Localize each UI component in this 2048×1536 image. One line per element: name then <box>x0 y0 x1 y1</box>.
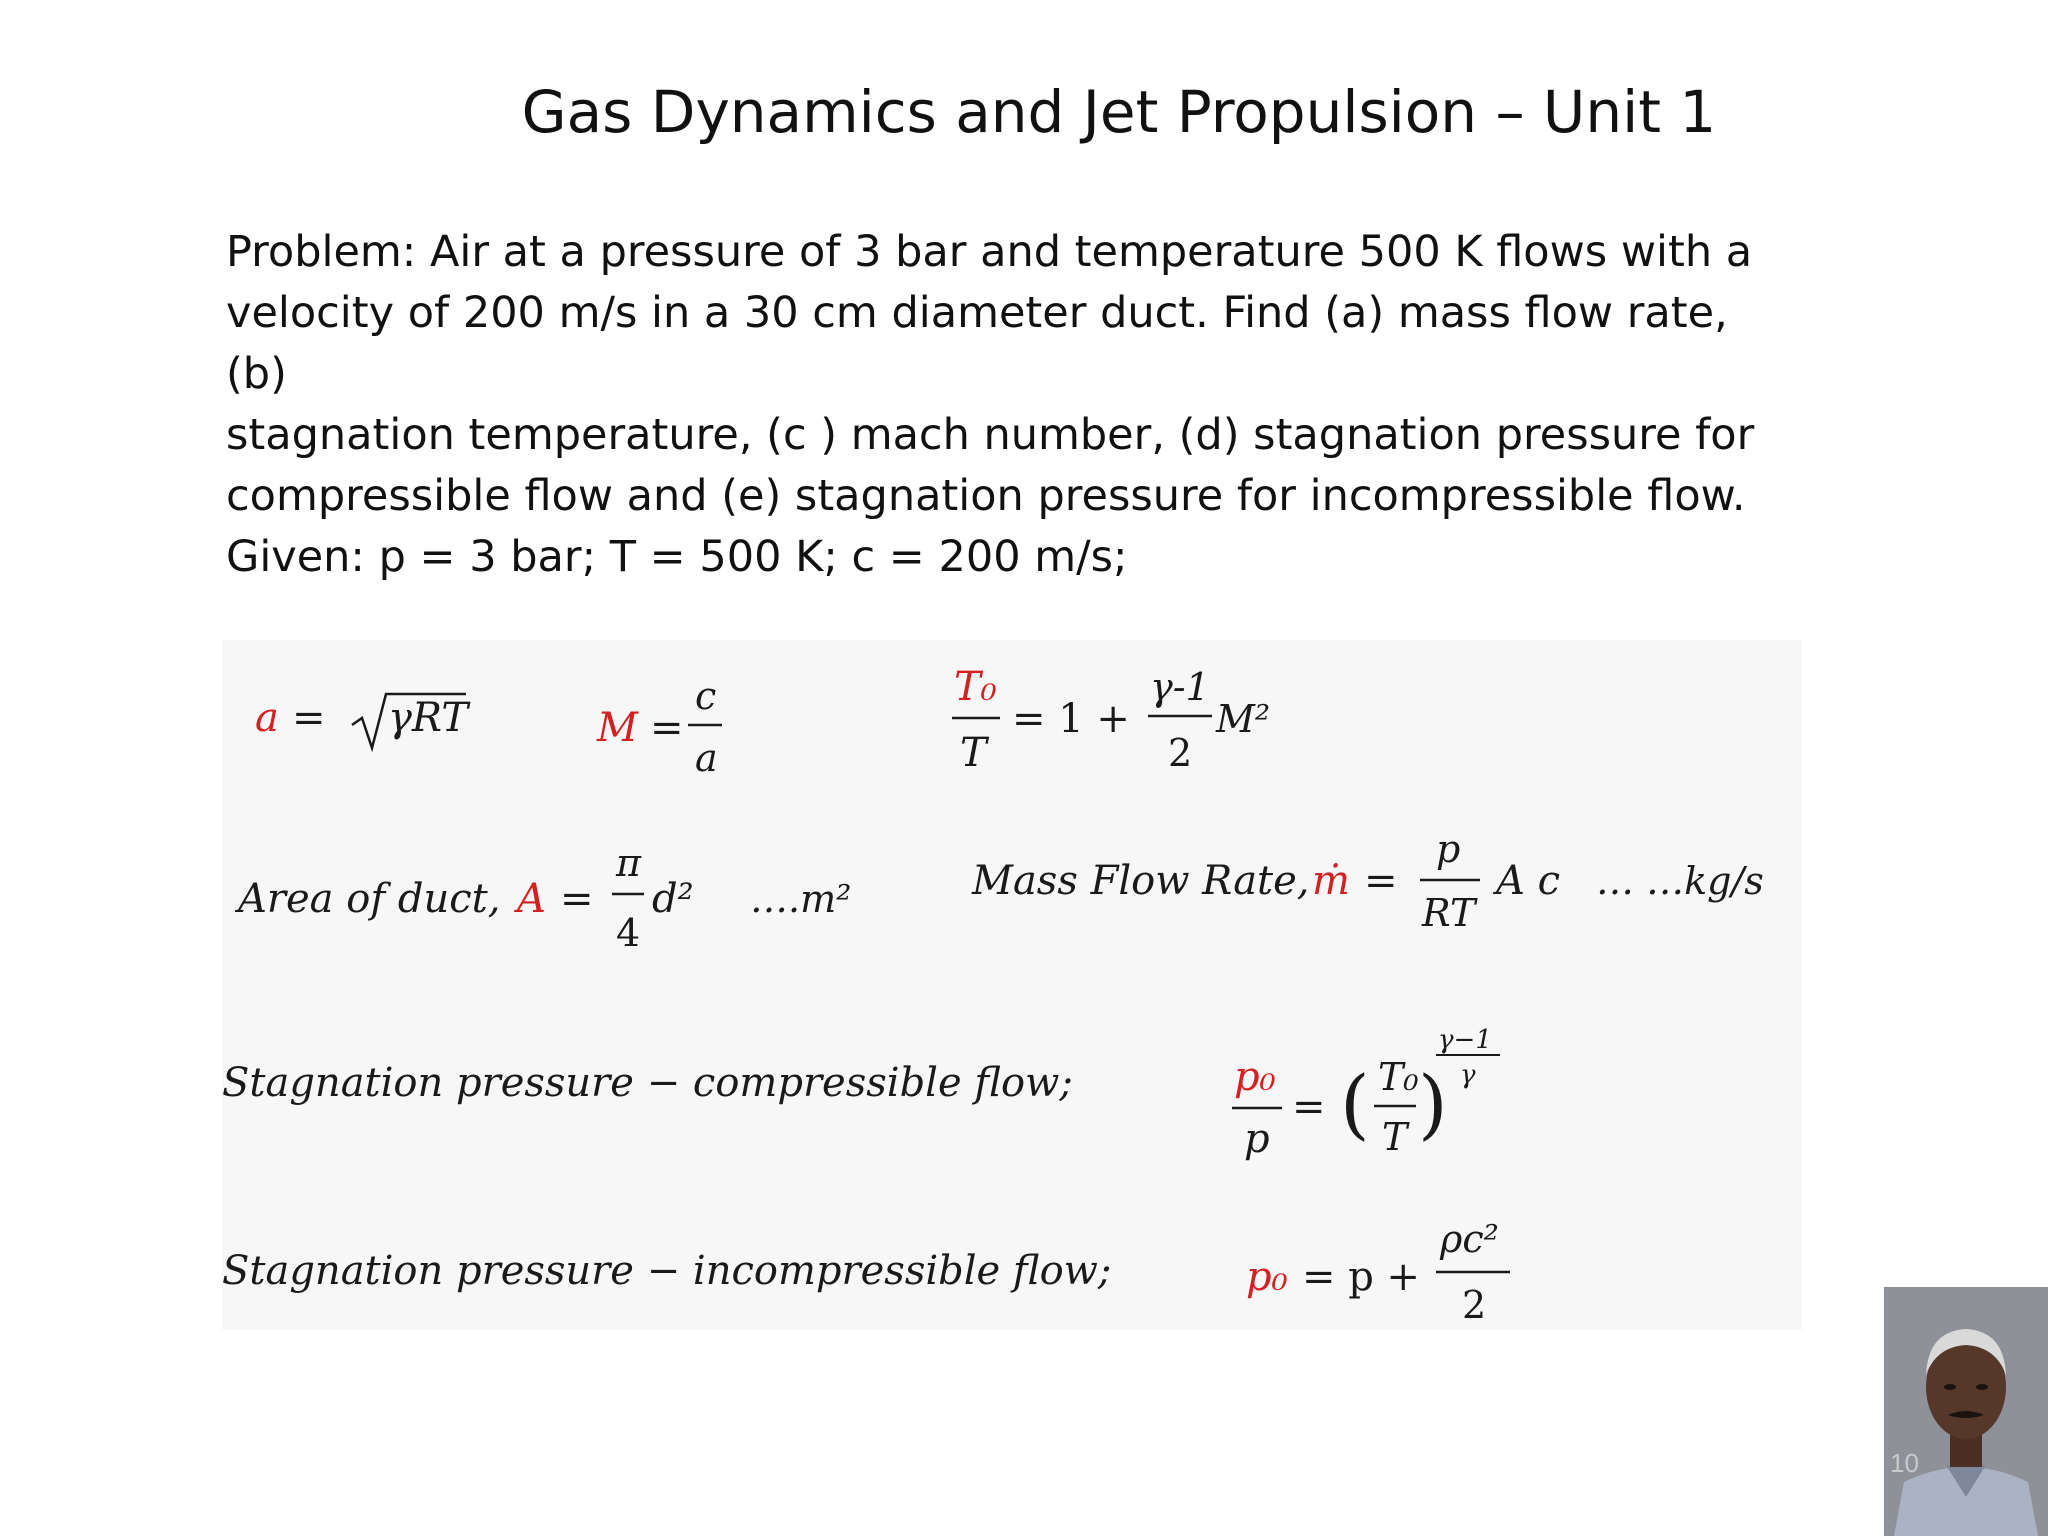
svg-text:4: 4 <box>616 911 641 955</box>
slide-title: Gas Dynamics and Jet Propulsion – Unit 1 <box>521 78 1717 146</box>
presenter-portrait-icon <box>1884 1287 2048 1536</box>
problem-line: compressible flow and (e) stagnation pressure for incompressible flow. <box>226 471 1746 521</box>
svg-text:(: ( <box>1340 1059 1370 1148</box>
problem-line: stagnation temperature, (c ) mach number, (d) stagnation pressure for <box>226 410 1755 460</box>
svg-text:M: M <box>597 705 638 751</box>
svg-text:T: T <box>960 730 987 776</box>
svg-text:π: π <box>616 841 641 885</box>
svg-text:… …kg/s: … …kg/s <box>1596 859 1764 903</box>
svg-text:p₀: p₀ <box>1234 1054 1276 1100</box>
svg-text:=: = <box>1364 858 1398 904</box>
svg-text:γ-1: γ-1 <box>1150 665 1210 709</box>
svg-text:=: = <box>560 876 594 922</box>
svg-text:c: c <box>695 674 717 718</box>
svg-text:Stagnation pressure − compress: Stagnation pressure − compressible flow; <box>222 1060 1073 1106</box>
svg-text:p: p <box>1244 1116 1270 1162</box>
svg-text:γRT: γRT <box>388 695 468 741</box>
problem-line: Problem: Air at a pressure of 3 bar and temperature 500 K flows with a <box>226 227 1753 277</box>
svg-text:γ: γ <box>1460 1060 1476 1090</box>
svg-text:p₀: p₀ <box>1246 1254 1288 1300</box>
svg-text:M²: M² <box>1216 697 1271 741</box>
svg-text:a: a <box>695 736 718 780</box>
svg-text:T: T <box>1382 1115 1408 1159</box>
svg-text:=: = <box>292 695 326 741</box>
problem-line: velocity of 200 m/s in a 30 cm diameter duct. Find (a) mass flow rate, (b) <box>226 288 1728 399</box>
svg-text:Area of duct,: Area of duct, <box>238 876 501 922</box>
svg-text:A c: A c <box>1496 858 1561 904</box>
svg-text:2: 2 <box>1462 1283 1487 1327</box>
svg-text:d²: d² <box>652 876 694 922</box>
svg-text:=: = <box>650 705 684 751</box>
svg-text:A: A <box>517 876 546 922</box>
svg-text:=: = <box>1292 1084 1326 1130</box>
svg-text:RT: RT <box>1422 891 1476 935</box>
slide-number: 10 <box>1890 1448 1919 1478</box>
given-line: Given: p = 3 bar; T = 500 K; c = 200 m/s; <box>226 532 1128 582</box>
svg-text:p: p <box>1436 827 1461 871</box>
svg-text:T₀: T₀ <box>1378 1055 1419 1099</box>
svg-text:γ−1: γ−1 <box>1438 1025 1492 1055</box>
svg-text:= 1 +: = 1 + <box>1012 696 1130 742</box>
presenter-video-thumbnail <box>1884 1287 2048 1536</box>
svg-text:ρc²: ρc² <box>1440 1217 1499 1261</box>
svg-text:= p +: = p + <box>1302 1254 1421 1300</box>
svg-text:Mass Flow Rate,: Mass Flow Rate, <box>972 858 1310 904</box>
formula-background <box>222 640 1802 1330</box>
svg-text:Stagnation pressure − incompre: Stagnation pressure − incompressible flow; <box>222 1248 1112 1294</box>
svg-text:): ) <box>1418 1059 1448 1148</box>
svg-text:2: 2 <box>1168 731 1193 775</box>
svg-text:T₀: T₀ <box>954 664 997 710</box>
svg-text:ṁ: ṁ <box>1312 858 1350 904</box>
svg-text:a: a <box>255 695 279 741</box>
svg-text:….m²: ….m² <box>750 877 852 921</box>
